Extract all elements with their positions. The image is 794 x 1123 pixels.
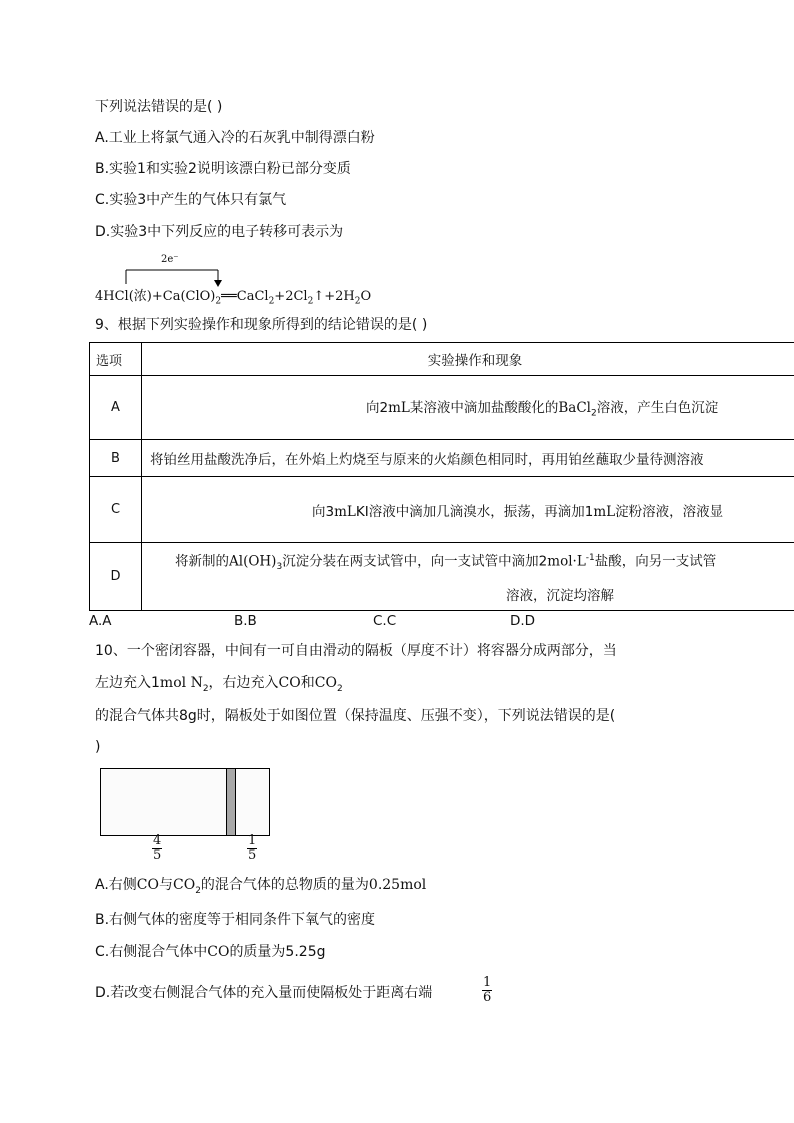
q8-option-c: C.实验3中产生的气体只有氯气 [95,192,287,208]
experiment-table [89,342,794,611]
q8-stem: 下列说法错误的是( ) [95,99,223,115]
row-content: 将铂丝用盐酸洗净后，在外焰上灼烧至与原来的火焰颜色相同时，再用铂丝蘸取少量待测溶液 [142,440,794,477]
answer-option: A.A [89,613,112,629]
header-option: 选项 [90,343,142,376]
electron-count-label: 2e⁻ [161,254,179,265]
answer-option: D.D [510,613,536,629]
table-row [90,543,794,611]
sliding-partition [226,769,236,835]
q10-option-a: A.右侧CO与$CO_2$的混合气体的总物质的量为0.25mol [95,877,427,896]
q10-stem-line2: 左边充入1mol $N_2$，右边充入CO和$CO_2$ [95,675,343,694]
row-content: 向2mL某溶液中滴加盐酸酸化的BaCl$_2$溶液，产生白色沉淀 [142,376,794,440]
q10-option-b: B.右侧气体的密度等于相同条件下氧气的密度 [95,912,376,928]
equation-text: 4HCl(浓)$+Ca(ClO)_2══CaCl_2+2Cl_2↑+2H_2O$ [95,289,372,307]
electron-transfer-equation [95,252,455,307]
gas-up-arrow-icon: ↑ [313,289,325,304]
table-row [90,376,794,440]
row-option: C [90,477,142,543]
left-fraction: $\frac{4}{5}$ [153,833,162,863]
row-content: 将新制的$Al(OH)_3$沉淀分装在两支试管中，向一支试管中滴加$2mol\cdot L^{-1}$盐酸，向另一支试管 溶液，沉淀均溶解 [142,543,794,611]
distance-fraction: $\frac{1}{6}$ [483,975,492,1005]
row-option: A [90,376,142,440]
q10-option-d: D.若改变右侧混合气体的充入量而使隔板处于距离右端 [95,985,433,1001]
table-header-row [90,343,794,376]
q10-stem-line3: 的混合气体共8g时，隔板处于如图位置（保持温度、压强不变），下列说法错误的是( [95,708,616,724]
q10-stem-line4: ) [95,739,101,755]
container-diagram [100,768,270,836]
row-option: D [90,543,142,611]
q10-option-c: C.右侧混合气体中CO的质量为5.25g [95,944,326,960]
header-content: 实验操作和现象 [142,343,794,376]
answer-option: B.B [234,613,257,629]
table-row [90,477,794,543]
table-row [90,440,794,477]
q8-option-b: B.实验1和实验2说明该漂白粉已部分变质 [95,161,351,177]
answer-option: C.C [373,613,397,629]
right-fraction: $\frac{1}{5}$ [248,833,257,863]
q8-option-a: A.工业上将氯气通入冷的石灰乳中制得漂白粉 [95,130,375,146]
row-content: 向3mLKI溶液中滴加几滴溴水，振荡，再滴加1mL淀粉溶液，溶液显 [142,477,794,543]
row-option: B [90,440,142,477]
q10-stem-line1: 10、一个密闭容器，中间有一可自由滑动的隔板（厚度不计）将容器分成两部分，当 [95,643,617,659]
q9-stem: 9、根据下列实验操作和现象所得到的结论错误的是( ) [95,317,428,333]
q8-option-d: D.实验3中下列反应的电子转移可表示为 [95,224,344,240]
